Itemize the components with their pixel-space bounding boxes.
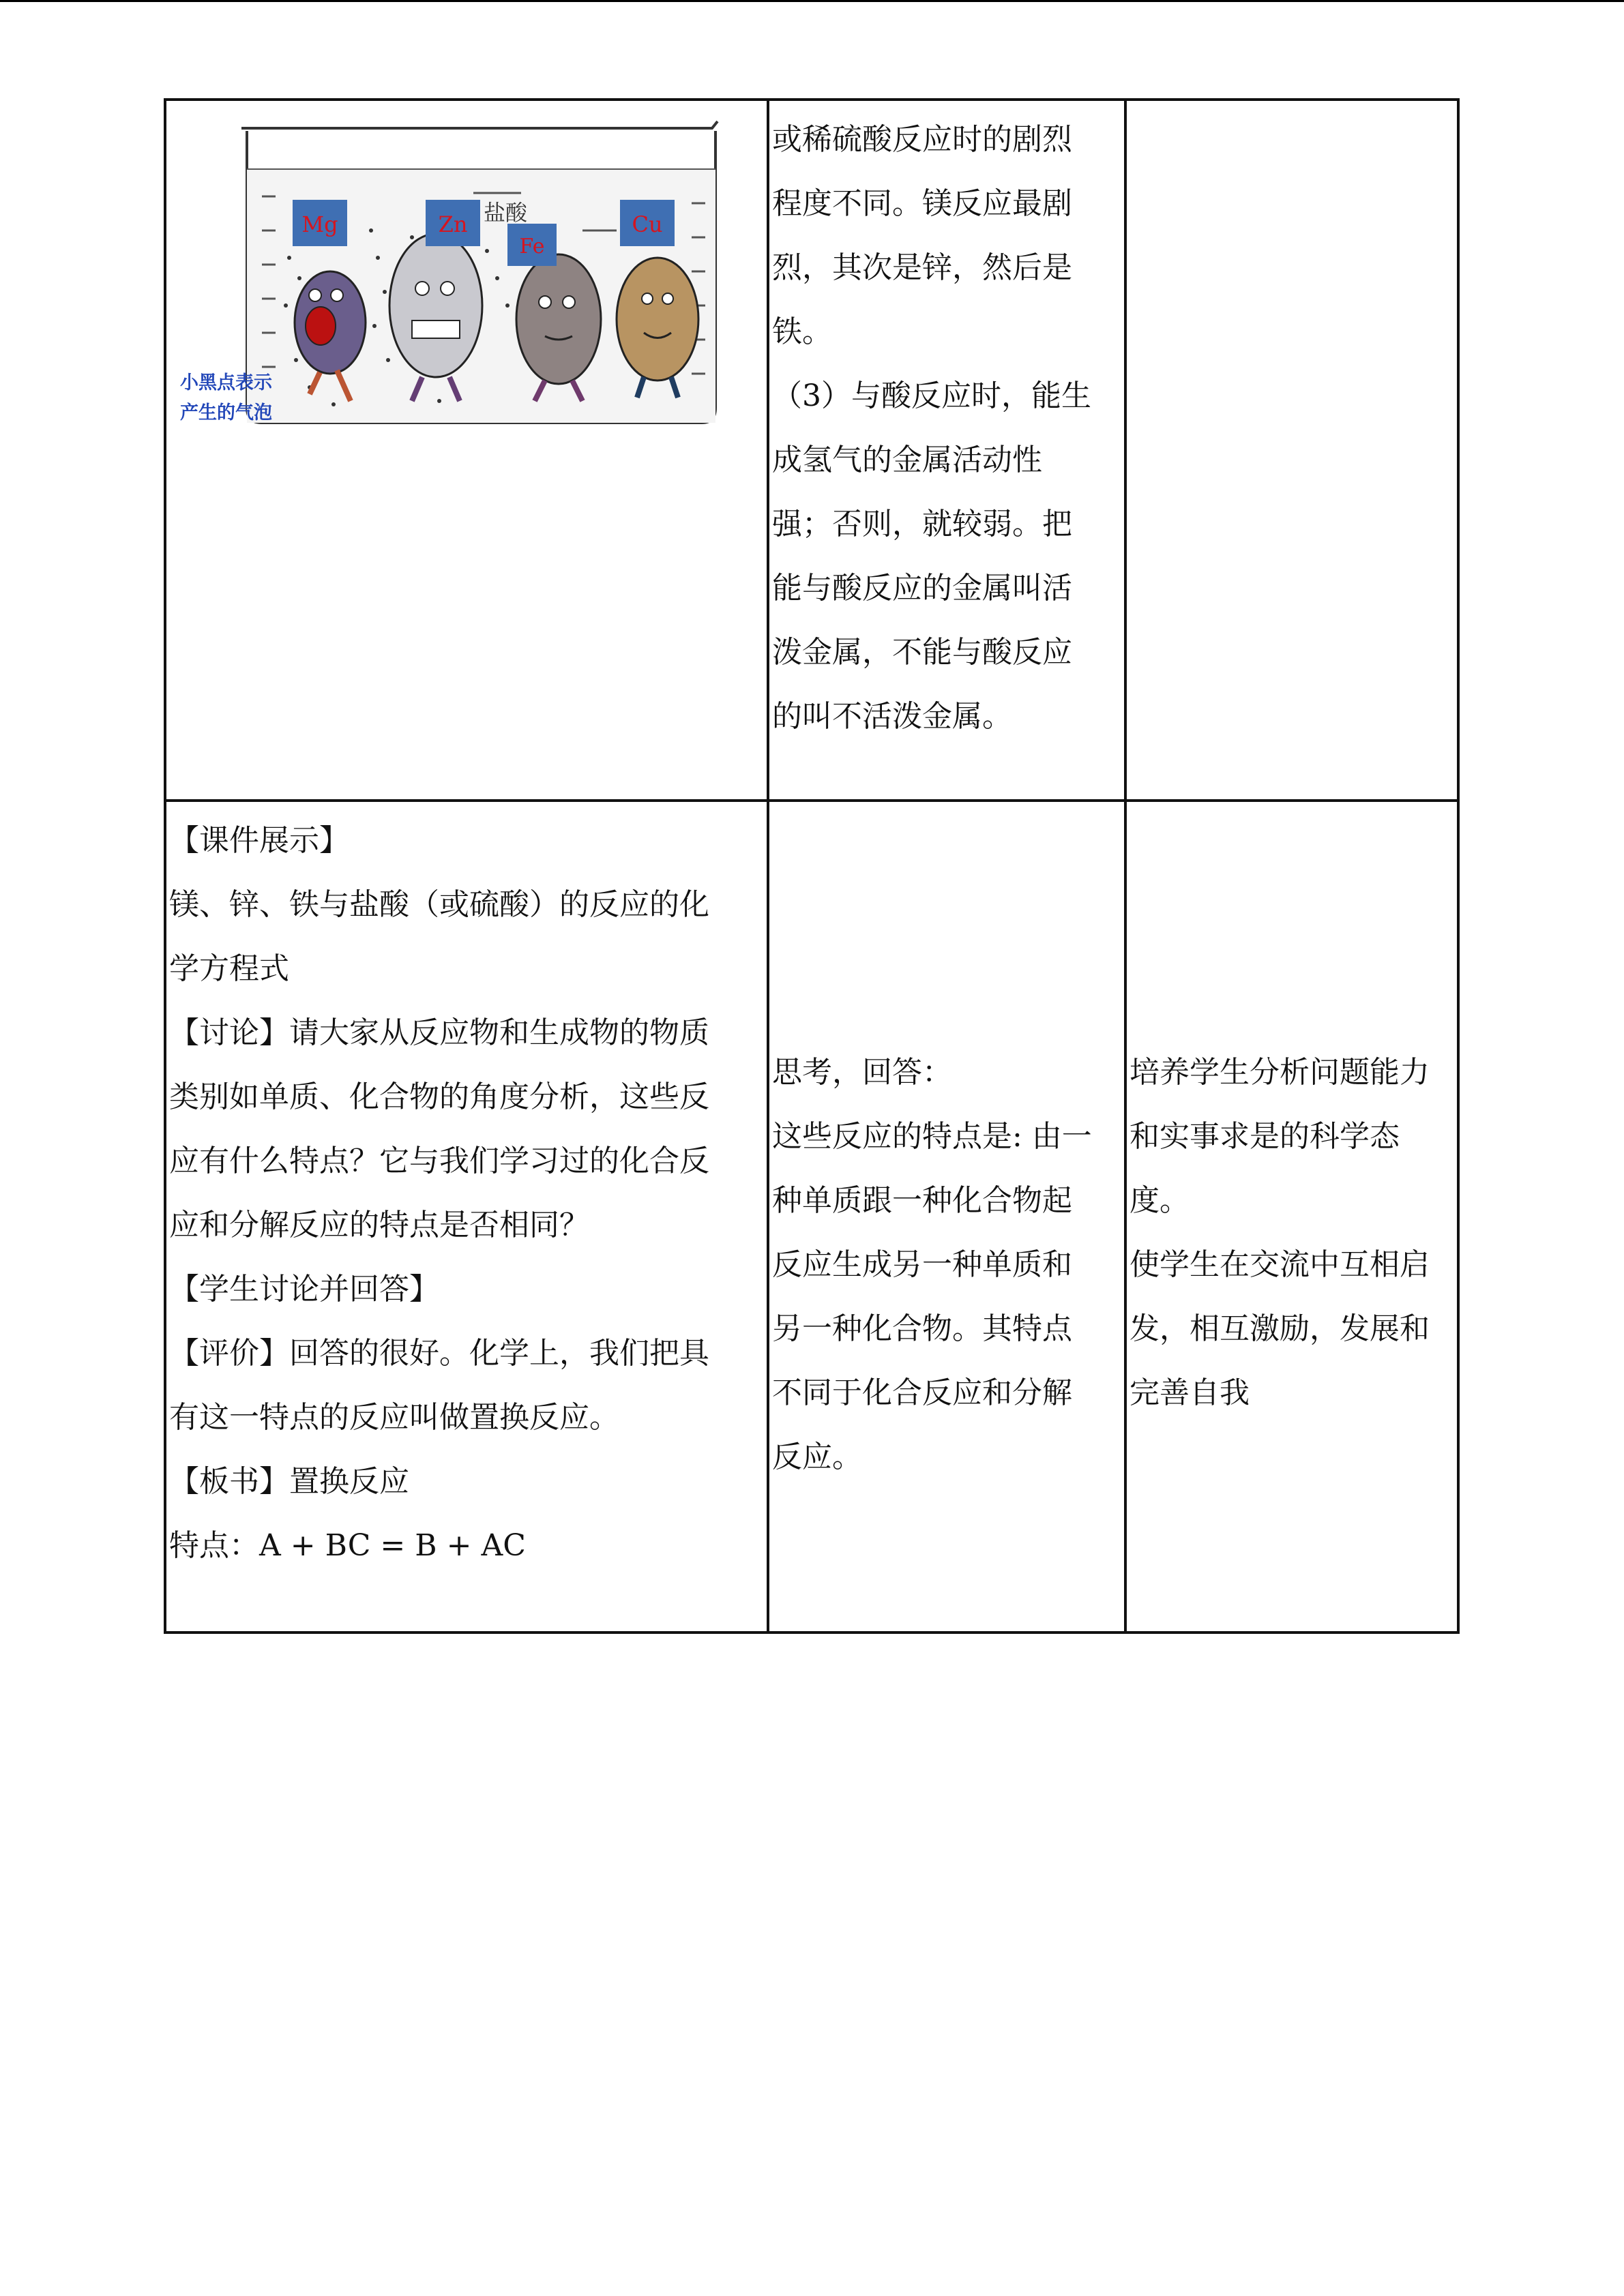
text-line: 的叫不活泼金属。 (772, 699, 1012, 734)
text-line: 类别如单质、化合物的角度分析，这些反 (169, 1079, 709, 1114)
design-intent-cell (1125, 100, 1458, 801)
table-row (165, 801, 1458, 1632)
text-line: 应和分解反应的特点是否相同？ (169, 1208, 589, 1242)
text-line: 和实事求是的科学态 (1130, 1119, 1400, 1154)
design-intent-text (1127, 802, 1457, 1425)
text-line: 使学生在交流中互相启 (1130, 1247, 1430, 1282)
mg-label: Mg (301, 211, 338, 237)
text-line: 镁、锌、铁与盐酸（或硫酸）的反应的化 (169, 887, 709, 922)
text-line: 能与酸反应的金属叫活 (772, 571, 1072, 606)
teacher-activity-cell (165, 801, 768, 1632)
text-line: 特点：A + BC = B + AC (169, 1528, 526, 1563)
text-line: 【板书】置换反应 (169, 1464, 409, 1499)
table-row (165, 100, 1458, 801)
student-activity-text (769, 802, 1124, 1489)
student-activity-cell (768, 801, 1125, 1632)
page-top-border (0, 0, 1624, 2)
text-line: （3）与酸反应时，能生 (772, 378, 1091, 413)
text-line: 程度不同。镁反应最剧 (772, 186, 1072, 221)
teacher-activity-text (166, 802, 767, 1578)
text-line: 反应生成另一种单质和 (772, 1247, 1072, 1282)
figure-cell (165, 100, 768, 801)
text-line: 有这一特点的反应叫做置换反应。 (169, 1400, 619, 1435)
text-line: 思考，回答： (772, 1055, 952, 1090)
text-line: 泼金属，不能与酸反应 (772, 635, 1072, 670)
zn-label: Zn (438, 211, 468, 237)
student-activity-text (769, 101, 1124, 749)
text-line: 学方程式 (169, 951, 289, 986)
text-line: 【学生讨论并回答】 (169, 1272, 439, 1307)
metals-acid-illustration (166, 101, 767, 456)
text-line: 【课件展示】 (169, 823, 349, 858)
text-line: 另一种化合物。其特点 (772, 1311, 1072, 1346)
text-line: 【评价】回答的很好。化学上，我们把具 (169, 1336, 709, 1371)
text-line: 应有什么特点？它与我们学习过的化合反 (169, 1144, 709, 1178)
text-line: 度。 (1130, 1183, 1190, 1218)
text-line: 成氢气的金属活动性 (772, 443, 1042, 477)
bubble-caption: 小黑点表示产生的气泡 (180, 372, 272, 423)
text-line: 不同于化合反应和分解 (772, 1375, 1072, 1410)
lesson-table (164, 98, 1460, 1634)
text-line: 种单质跟一种化合物起 (772, 1183, 1072, 1218)
text-line: 发，相互激励，发展和 (1130, 1311, 1430, 1346)
text-line: 【讨论】请大家从反应物和生成物的物质 (169, 1015, 709, 1050)
text-line: 培养学生分析问题能力 (1130, 1055, 1430, 1090)
text-line: 完善自我 (1130, 1375, 1250, 1410)
student-activity-cell (768, 100, 1125, 801)
acid-label: 盐酸 (484, 200, 528, 226)
text-line: 这些反应的特点是: 由一 (772, 1119, 1092, 1154)
fe-label: Fe (519, 235, 545, 258)
text-line: 强；否则，就较弱。把 (772, 507, 1072, 541)
cu-label: Cu (632, 211, 663, 237)
design-intent-cell (1125, 801, 1458, 1632)
text-line: 铁。 (772, 314, 832, 349)
text-line: 烈，其次是锌，然后是 (772, 250, 1072, 285)
text-line: 反应。 (772, 1440, 862, 1474)
text-line: 或稀硫酸反应时的剧烈 (772, 122, 1072, 157)
